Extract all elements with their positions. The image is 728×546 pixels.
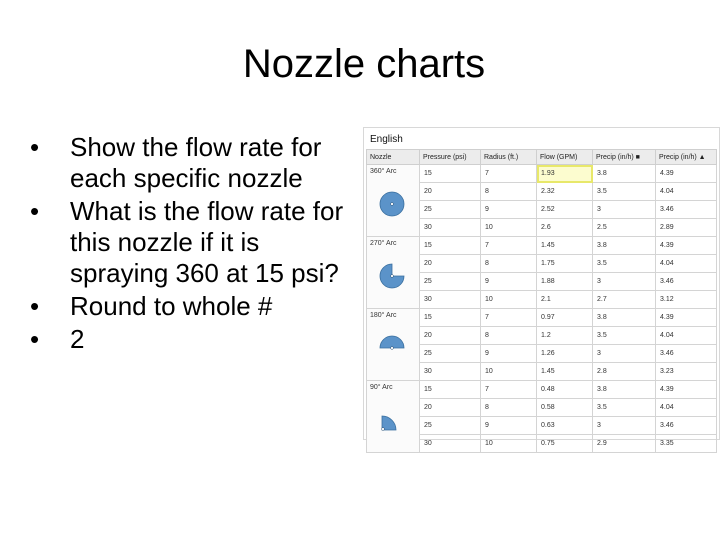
table-cell: 1.2 (537, 327, 593, 345)
table-cell: 3.8 (593, 381, 656, 399)
table-cell: 15 (420, 165, 481, 183)
column-header: Radius (ft.) (481, 150, 537, 165)
table-cell: 3.5 (593, 255, 656, 273)
table-cell: 8 (481, 183, 537, 201)
table-cell: 2.8 (593, 363, 656, 381)
table-cell: 9 (481, 201, 537, 219)
table-cell: 2.9 (593, 435, 656, 453)
bullet-item (30, 196, 350, 289)
table-cell: 3.8 (593, 237, 656, 255)
table-cell: 0.97 (537, 309, 593, 327)
panel-title: English (370, 134, 403, 145)
bullet-dot-icon: • (30, 196, 40, 226)
bullet-text: 2 (70, 324, 85, 354)
table-cell: 3 (593, 201, 656, 219)
table-cell: 3.46 (656, 273, 717, 291)
table-cell: 3 (593, 345, 656, 363)
table-cell: 4.39 (656, 309, 717, 327)
table-cell: 7 (481, 237, 537, 255)
table-cell: 9 (481, 417, 537, 435)
table-row (367, 381, 717, 399)
table-cell: 2.7 (593, 291, 656, 309)
table-cell: 3.46 (656, 201, 717, 219)
table-cell: 9 (481, 273, 537, 291)
table-cell: 4.39 (656, 237, 717, 255)
table-cell: 0.63 (537, 417, 593, 435)
nozzle-cell (367, 381, 420, 453)
table-cell: 0.48 (537, 381, 593, 399)
table-cell: 10 (481, 219, 537, 237)
table-cell: 3.46 (656, 417, 717, 435)
table-cell: 25 (420, 345, 481, 363)
table-cell: 20 (420, 255, 481, 273)
table-cell: 3.5 (593, 183, 656, 201)
table-cell: 15 (420, 237, 481, 255)
nozzle-chart-table (366, 149, 717, 453)
table-cell: 25 (420, 417, 481, 435)
table-cell: 3.5 (593, 399, 656, 417)
table-cell: 9 (481, 345, 537, 363)
table-cell: 30 (420, 291, 481, 309)
table-cell: 2.5 (593, 219, 656, 237)
bullet-item (30, 132, 350, 194)
table-cell: 20 (420, 183, 481, 201)
bullet-dot-icon: • (30, 324, 40, 354)
nozzle-label: 270° Arc (370, 240, 397, 247)
table-cell: 10 (481, 291, 537, 309)
table-cell: 25 (420, 273, 481, 291)
column-header: Flow (GPM) (537, 150, 593, 165)
slide-title: Nozzle charts (242, 42, 486, 86)
nozzle-cell (367, 237, 420, 309)
table-cell: 3 (593, 417, 656, 435)
three-quarter-circle-nozzle-icon (379, 263, 405, 291)
table-cell: 3 (593, 273, 656, 291)
table-cell: 20 (420, 327, 481, 345)
bullet-text: Round to whole # (70, 291, 273, 321)
table-cell: 10 (481, 435, 537, 453)
table-cell: 8 (481, 399, 537, 417)
table-cell: 2.52 (537, 201, 593, 219)
bullet-item (30, 324, 350, 355)
table-cell: 3.35 (656, 435, 717, 453)
table-cell: 30 (420, 363, 481, 381)
table-cell: 3.46 (656, 345, 717, 363)
table-cell: 2.89 (656, 219, 717, 237)
full-circle-nozzle-icon (379, 191, 405, 219)
bullet-text: Show the flow rate for each specific nozzle (70, 132, 322, 193)
table-cell: 4.04 (656, 399, 717, 417)
table-row (367, 309, 717, 327)
table-cell: 7 (481, 381, 537, 399)
bullet-dot-icon: • (30, 291, 40, 321)
table-row (367, 165, 717, 183)
column-header: Pressure (psi) (420, 150, 481, 165)
nozzle-label: 360° Arc (370, 168, 397, 175)
table-cell: 20 (420, 399, 481, 417)
table-cell: 8 (481, 327, 537, 345)
table-cell: 2.6 (537, 219, 593, 237)
table-cell: 0.75 (537, 435, 593, 453)
table-cell: 1.26 (537, 345, 593, 363)
table-cell: 3.8 (593, 309, 656, 327)
table-cell: 15 (420, 381, 481, 399)
table-cell: 1.45 (537, 237, 593, 255)
table-cell: 15 (420, 309, 481, 327)
table-cell: 25 (420, 201, 481, 219)
table-cell: 3.12 (656, 291, 717, 309)
table-cell: 4.39 (656, 165, 717, 183)
half-circle-nozzle-icon (379, 335, 405, 363)
table-cell: 7 (481, 309, 537, 327)
bullet-dot-icon: • (30, 132, 40, 162)
nozzle-cell (367, 165, 420, 237)
table-header-row (367, 150, 717, 165)
table-cell: 30 (420, 219, 481, 237)
table-cell: 4.39 (656, 381, 717, 399)
table-cell: 2.32 (537, 183, 593, 201)
nozzle-label: 90° Arc (370, 384, 393, 391)
table-cell: 2.1 (537, 291, 593, 309)
bullet-list (30, 132, 350, 357)
table-cell: 3.8 (593, 165, 656, 183)
column-header: Precip (in/h) ▲ (656, 150, 717, 165)
bullet-text: What is the flow rate for this nozzle if it is spraying 360 at 15 psi? (70, 196, 344, 288)
table-cell: 10 (481, 363, 537, 381)
nozzle-label: 180° Arc (370, 312, 397, 319)
table-cell: 3.23 (656, 363, 717, 381)
table-cell: 3.5 (593, 327, 656, 345)
table-cell: 1.75 (537, 255, 593, 273)
table-row (367, 237, 717, 255)
table-cell: 8 (481, 255, 537, 273)
column-header: Nozzle (367, 150, 420, 165)
table-cell: 7 (481, 165, 537, 183)
nozzle-chart-panel (363, 127, 720, 447)
nozzle-cell (367, 309, 420, 381)
table-cell: 30 (420, 435, 481, 453)
table-cell: 1.45 (537, 363, 593, 381)
table-cell: 4.04 (656, 183, 717, 201)
bullet-item (30, 291, 350, 322)
column-header: Precip (in/h) ■ (593, 150, 656, 165)
table-cell: 0.58 (537, 399, 593, 417)
table-cell: 4.04 (656, 327, 717, 345)
highlighted-flow-cell: 1.93 (537, 165, 593, 183)
table-body (367, 165, 717, 453)
table-cell: 4.04 (656, 255, 717, 273)
quarter-circle-nozzle-icon (379, 407, 405, 435)
table-cell: 1.88 (537, 273, 593, 291)
